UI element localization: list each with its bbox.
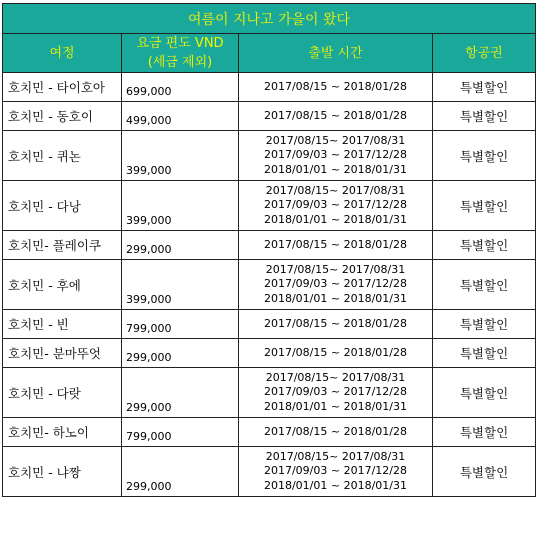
date-range: 2017/08/15 ~ 2018/01/28 xyxy=(263,79,407,93)
departure-cell xyxy=(239,131,433,181)
table-row xyxy=(3,231,536,260)
departure-cell xyxy=(239,339,433,368)
table-row xyxy=(3,339,536,368)
table-row xyxy=(3,181,536,231)
header-fare-line2: (세금 제외) xyxy=(147,55,213,70)
table-row xyxy=(3,447,536,497)
date-range: 2018/01/01 ~ 2018/01/31 xyxy=(263,162,407,176)
departure-cell xyxy=(239,181,433,231)
route-cell: 호치민- 플레이쿠 xyxy=(3,231,122,260)
header-ticket: 항공권 xyxy=(433,34,536,73)
date-range: 2017/08/15 ~ 2018/01/28 xyxy=(263,424,407,438)
price-cell: 799,000 xyxy=(122,310,239,339)
table-row xyxy=(3,73,536,102)
header-fare-line1: 요금 편도 VND xyxy=(136,36,224,51)
ticket-cell: 특별할인 xyxy=(433,231,536,260)
departure-cell xyxy=(239,231,433,260)
date-range: 2017/08/15 ~ 2018/01/28 xyxy=(263,345,407,359)
ticket-cell: 특별할인 xyxy=(433,339,536,368)
date-range: 2018/01/01 ~ 2018/01/31 xyxy=(263,478,407,492)
departure-cell xyxy=(239,260,433,310)
departure-cell xyxy=(239,447,433,497)
date-range: 2017/08/15~ 2017/08/31 xyxy=(265,449,406,463)
table-row xyxy=(3,368,536,418)
header-route: 여정 xyxy=(3,34,122,73)
departure-cell xyxy=(239,310,433,339)
date-range: 2017/08/15 ~ 2018/01/28 xyxy=(263,108,407,122)
ticket-cell: 특별할인 xyxy=(433,368,536,418)
route-cell: 호치민 - 퀴논 xyxy=(3,131,122,181)
departure-cell xyxy=(239,368,433,418)
departure-cell xyxy=(239,418,433,447)
table-row xyxy=(3,102,536,131)
date-range: 2018/01/01 ~ 2018/01/31 xyxy=(263,399,407,413)
ticket-cell: 특별할인 xyxy=(433,73,536,102)
date-range: 2017/09/03 ~ 2017/12/28 xyxy=(263,385,407,399)
date-range: 2017/08/15 ~ 2018/01/28 xyxy=(263,237,407,251)
route-cell: 호치민 - 냐짱 xyxy=(3,447,122,497)
route-cell: 호치민 - 타이호아 xyxy=(3,73,122,102)
route-cell: 호치민 - 동호이 xyxy=(3,102,122,131)
date-range: 2017/08/15~ 2017/08/31 xyxy=(265,183,406,197)
date-range: 2017/08/15~ 2017/08/31 xyxy=(265,133,406,147)
fare-table xyxy=(2,3,536,497)
route-cell: 호치민- 하노이 xyxy=(3,418,122,447)
table-row xyxy=(3,131,536,181)
date-range: 2018/01/01 ~ 2018/01/31 xyxy=(263,291,407,305)
ticket-cell: 특별할인 xyxy=(433,131,536,181)
date-range: 2017/09/03 ~ 2017/12/28 xyxy=(263,464,407,478)
route-cell: 호치민 - 후에 xyxy=(3,260,122,310)
table-row xyxy=(3,418,536,447)
route-cell: 호치민 - 빈 xyxy=(3,310,122,339)
price-cell: 399,000 xyxy=(122,131,239,181)
price-cell: 499,000 xyxy=(122,102,239,131)
date-range: 2017/08/15~ 2017/08/31 xyxy=(265,262,406,276)
price-cell: 299,000 xyxy=(122,447,239,497)
header-departure: 출발 시간 xyxy=(239,34,433,73)
price-cell: 299,000 xyxy=(122,339,239,368)
departure-cell xyxy=(239,73,433,102)
date-range: 2017/08/15~ 2017/08/31 xyxy=(265,370,406,384)
date-range: 2017/08/15 ~ 2018/01/28 xyxy=(263,316,407,330)
departure-cell xyxy=(239,102,433,131)
table-body xyxy=(3,73,536,497)
ticket-cell: 특별할인 xyxy=(433,447,536,497)
header-fare xyxy=(122,34,239,73)
route-cell: 호치민 - 다랏 xyxy=(3,368,122,418)
price-cell: 299,000 xyxy=(122,368,239,418)
route-cell: 호치민 - 다낭 xyxy=(3,181,122,231)
ticket-cell: 특별할인 xyxy=(433,310,536,339)
ticket-cell: 특별할인 xyxy=(433,102,536,131)
ticket-cell: 특별할인 xyxy=(433,260,536,310)
ticket-cell: 특별할인 xyxy=(433,181,536,231)
date-range: 2017/09/03 ~ 2017/12/28 xyxy=(263,277,407,291)
price-cell: 799,000 xyxy=(122,418,239,447)
price-cell: 399,000 xyxy=(122,181,239,231)
table-row xyxy=(3,310,536,339)
date-range: 2017/09/03 ~ 2017/12/28 xyxy=(263,148,407,162)
price-cell: 699,000 xyxy=(122,73,239,102)
route-cell: 호치민- 분마뚜엇 xyxy=(3,339,122,368)
date-range: 2017/09/03 ~ 2017/12/28 xyxy=(263,198,407,212)
table-title: 여름이 지나고 가을이 왔다 xyxy=(3,4,536,34)
table-row xyxy=(3,260,536,310)
ticket-cell: 특별할인 xyxy=(433,418,536,447)
date-range: 2018/01/01 ~ 2018/01/31 xyxy=(263,212,407,226)
price-cell: 399,000 xyxy=(122,260,239,310)
price-cell: 299,000 xyxy=(122,231,239,260)
